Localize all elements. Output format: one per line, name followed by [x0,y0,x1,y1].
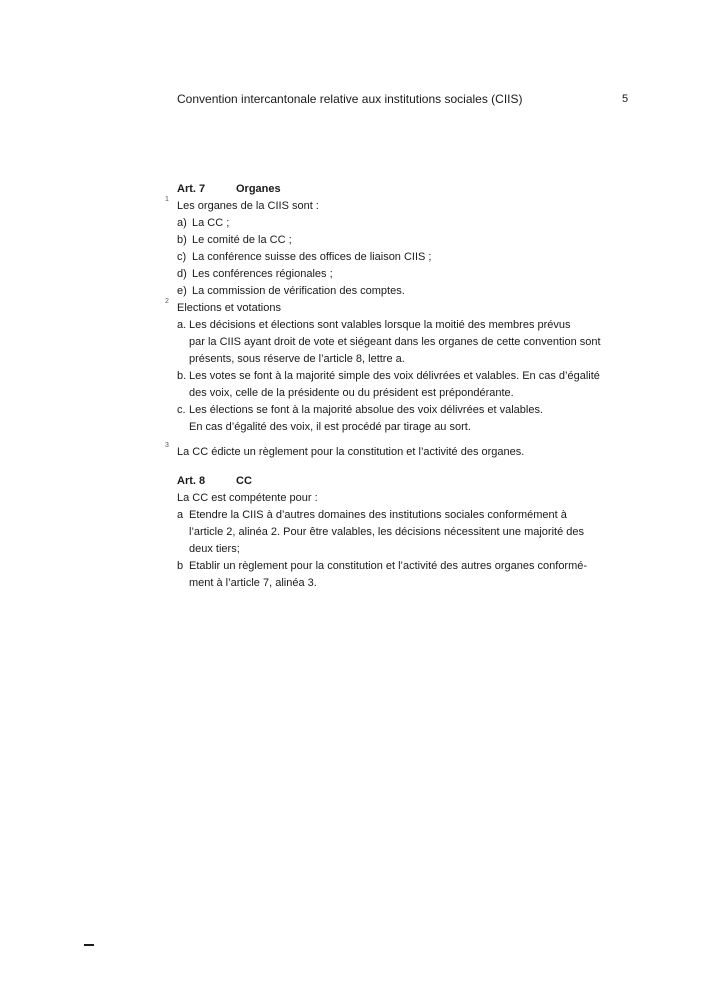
list-item [160,266,630,283]
list-marker: c. [177,404,186,416]
article-8-title: CC [236,475,252,487]
article-7-title: Organes [236,183,281,195]
list-marker: a. [177,319,187,331]
list-item-text: Etendre la CIIS à d’autres domaines des institutions sociales conformément à [189,509,567,521]
list-item-text: Les conférences régionales ; [192,268,333,280]
list-marker: e) [177,285,187,297]
list-item [160,249,630,266]
list-item-text: La CC ; [192,217,230,229]
list-marker: c) [177,251,187,263]
list-item-text: Le comité de la CC ; [192,234,292,246]
list-item-continuation: ment à l’article 7, alinéa 3. [189,577,317,589]
paragraph-3 [160,444,630,461]
list-item [160,558,630,575]
paragraph-text: La CC édicte un règlement pour la constitution et l’activité des organes. [177,446,525,458]
footer-dash [84,944,94,946]
paragraph-number: 1 [165,196,169,203]
spacer [160,461,630,473]
paragraph-number: 2 [165,298,169,305]
list-marker: b) [177,234,187,246]
paragraph-number: 3 [165,442,169,449]
list-item-text: Etablir un règlement pour la constitution et l’activité des autres organes conformé- [189,560,588,572]
article-7-number: Art. 7 [177,183,206,195]
article-8-intro: La CC est compétente pour : [177,492,318,504]
list-item [160,283,630,300]
list-item-continuation: l’article 2, alinéa 2. Pour être valables, les décisions nécessitent une majorité des [189,526,584,538]
list-marker: a) [177,217,187,229]
list-marker: a [177,509,184,521]
document-body [160,181,630,592]
list-item [160,317,630,334]
list-marker: b. [177,370,187,382]
list-item [160,232,630,249]
list-item-text: Les votes se font à la majorité simple des voix délivrées et valables. En cas d’égalité [189,370,600,382]
paragraph-2-intro [160,300,630,317]
list-marker: d) [177,268,187,280]
list-item-text: Les décisions et élections sont valables lorsque la moitié des membres prévus [189,319,571,331]
paragraph-1-intro [160,198,630,215]
list-item-text: Les élections se font à la majorité absolue des voix délivrées et valables. [189,404,544,416]
list-item-continuation: par la CIIS ayant droit de vote et siégeant dans les organes de cette convention sont [189,336,601,348]
list-item-continuation: deux tiers; [189,543,240,555]
article-8-heading [160,473,630,490]
list-item [160,402,630,419]
paragraph-text: Elections et votations [177,302,281,314]
page-number: 5 [622,93,629,105]
list-marker: b [177,560,184,572]
list-item-continuation: En cas d’égalité des voix, il est procédé par tirage au sort. [189,421,471,433]
list-item [160,368,630,385]
running-header-title: Convention intercantonale relative aux institutions sociales (CIIS) [177,92,523,106]
list-item-continuation: présents, sous réserve de l’article 8, lettre a. [189,353,405,365]
paragraph-text: Les organes de la CIIS sont : [177,200,319,212]
spacer [160,436,630,444]
article-8-number: Art. 8 [177,475,206,487]
article-7-heading [160,181,630,198]
list-item-continuation: des voix, celle de la présidente ou du président est prépondérante. [189,387,514,399]
list-item [160,507,630,524]
list-item-text: La commission de vérification des comptes. [192,285,405,297]
list-item-text: La conférence suisse des offices de liaison CIIS ; [192,251,432,263]
list-item [160,215,630,232]
